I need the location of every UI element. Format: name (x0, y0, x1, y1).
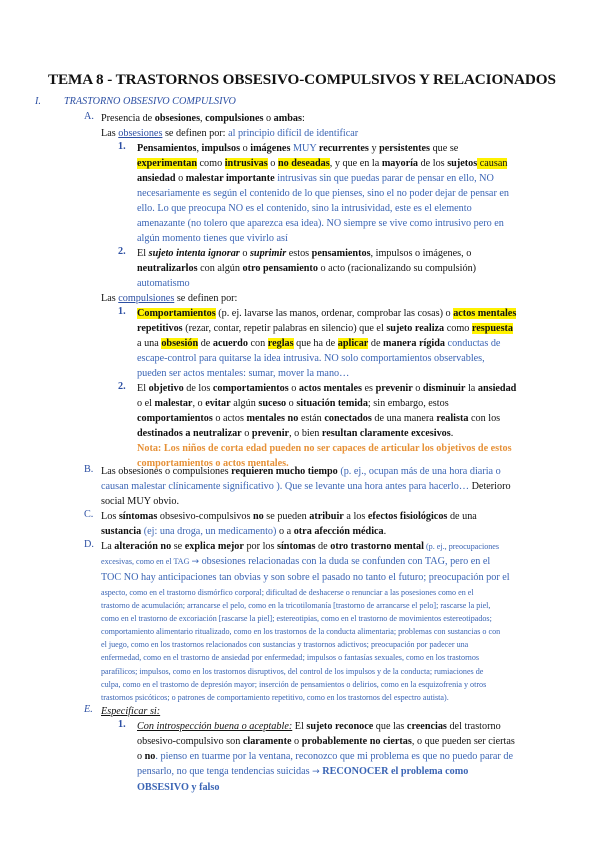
item-b-text: Las obsesiones o compulsiones requieren mucho tiempo (p. ej., ocupan más de una hora diaria o causan malestar clínicamente significativo ). Que se levante una hora antes para hacerlo… Deterioro social MUY obvio. (101, 466, 511, 507)
section-heading: TRASTORNO OBSESIVO COMPULSIVO (64, 96, 236, 107)
compulsion-1-text: Comportamientos (p. ej. lavarse las manos, ordenar, comprobar las cosas) o actos mentales repetitivos (rezar, contar, repetir palabras en silencio) que el sujeto realiza como respuesta a una obsesión de acuerdo con reglas que ha de aplicar de manera rígida conductas de escape-control para quitarse la idea intrusiva. NO solo comportamientos observables, pueden ser actos mentales: sumar, mover la mano… (137, 308, 517, 379)
compulsion-2-text: El objetivo de los comportamientos o actos mentales es prevenir o disminuir la ansiedad o el malestar, o evitar algún suceso o situación temida; sin embargo, estos comportamientos o actos mentales no están conectados de una manera realista con los destinados a neutralizar o prevenir, o bien resultan claramente excesivos. Nota: Los niños de corta edad pueden no ser capaces de articular los objetivos de estos comportamientos o actos mentales. (137, 383, 517, 469)
compulsions-intro: Las compulsiones se definen por: (101, 293, 238, 304)
specifier-1-text: Con introspección buena o aceptable: El sujeto reconoce que las creencias del trastorno obsesivo-compulsivo son claramente o probablemente no ciertas, o que pueden ser ciertas o no. pienso en tuarme por la ventana, reconozco que mi problema es que no puedo parar de pensarlo, no que tenga tendencias suicidas → RECONOCER el problema como OBSESIVO y falso (137, 721, 515, 793)
compulsion-2-number: 2. (118, 381, 126, 392)
obsession-1-number: 1. (118, 141, 126, 152)
item-e-letter: E. (84, 704, 93, 715)
item-d-text: La alteración no se explica mejor por los síntomas de otro trastorno mental (p. ej., preocupaciones excesivas, como en el TAG → obsesiones relacionadas con la duda se confunden con TAG, pero en el TOC NO hay anticipaciones tan obvias y son sobre el pasado no tanto el futuro; preocupación por el (101, 541, 510, 583)
obsession-2-number: 2. (118, 246, 126, 257)
item-c-letter: C. (84, 509, 94, 520)
item-a-heading: Presencia de obsesiones, compulsiones o ambas: (101, 113, 305, 124)
document-title: TEMA 8 - TRASTORNOS OBSESIVO-COMPULSIVOS Y RELACIONADOS (48, 71, 556, 88)
item-b-letter: B. (84, 464, 94, 475)
obsession-2-text: El sujeto intenta ignorar o suprimir estos pensamientos, impulsos o imágenes, o neutralizarlos con algún otro pensamiento o acto (racionalizando su compulsión) automatismo (137, 248, 477, 289)
arrow-icon: → (312, 767, 320, 777)
arrow-icon: → (191, 557, 200, 567)
specifier-1-number: 1. (118, 719, 126, 730)
obsession-1-text: Pensamientos, impulsos o imágenes MUY recurrentes y persistentes que se experimentan como intrusivas o no deseadas, y que en la mayoría de los sujetos causan ansiedad o malestar importante intrusivas sin que puedas parar de pensar en ello, NO necesariamente es según el contenido de lo que pienses, sino el no poder dejar de pensar en ello. Lo que preocupa NO es el contenido, sino la intrusividad, este es el elemento amenazante (no tolero que aparezca esa idea). NO siempre se vive como intrusivo pero en algún momento tienes que vivirlo así (137, 143, 509, 244)
item-e-label: Especificar si: (101, 706, 161, 717)
section-numeral: I. (35, 96, 41, 107)
item-a-letter: A. (84, 111, 94, 122)
item-d-letter: D. (84, 539, 94, 550)
obsessions-intro: Las obsesiones se definen por: al principio difícil de identificar (101, 128, 359, 139)
compulsion-1-number: 1. (118, 306, 126, 317)
item-c-text: Los síntomas obsesivo-compulsivos no se pueden atribuir a los efectos fisiológicos de una sustancia (ej: una droga, un medicamento) o a otra afección médica. (101, 511, 477, 537)
item-d-list: aspecto, como en el trastorno dismórfico corporal; dificultad de deshacerse o renunciar a las posesiones como en el trastorno de acumulación; arrancarse el pelo, como en la tricotilomanía [trastorno de arrancarse el pelo]; rascarse la piel, como en el trastorno de excoriación [rascarse la piel]; estereotipias, como en el trastorno de movimientos estereotipados; comportamiento alimentario ritualizado, como en los trastornos de la conducta alimentaria; problemas con sustancias o con el juego, como en los trastornos relacionados con sustancias y trastornos adictivos; preocupación por padecer una enfermedad, como en el trastorno de ansiedad por enfermedad; impulsos o fantasías sexuales, como en los trastornos parafílicos; impulsos, como en los trastornos disruptivos, del control de los impulsos y de la conducta; rumiaciones de culpa, como en el trastorno de depresión mayor; inserción de pensamientos o delirios, como en la esquizofrenia y otros trastornos psicóticos; o patrones de comportamiento repetitivo, como en los trastornos del espectro autista). (101, 588, 501, 702)
